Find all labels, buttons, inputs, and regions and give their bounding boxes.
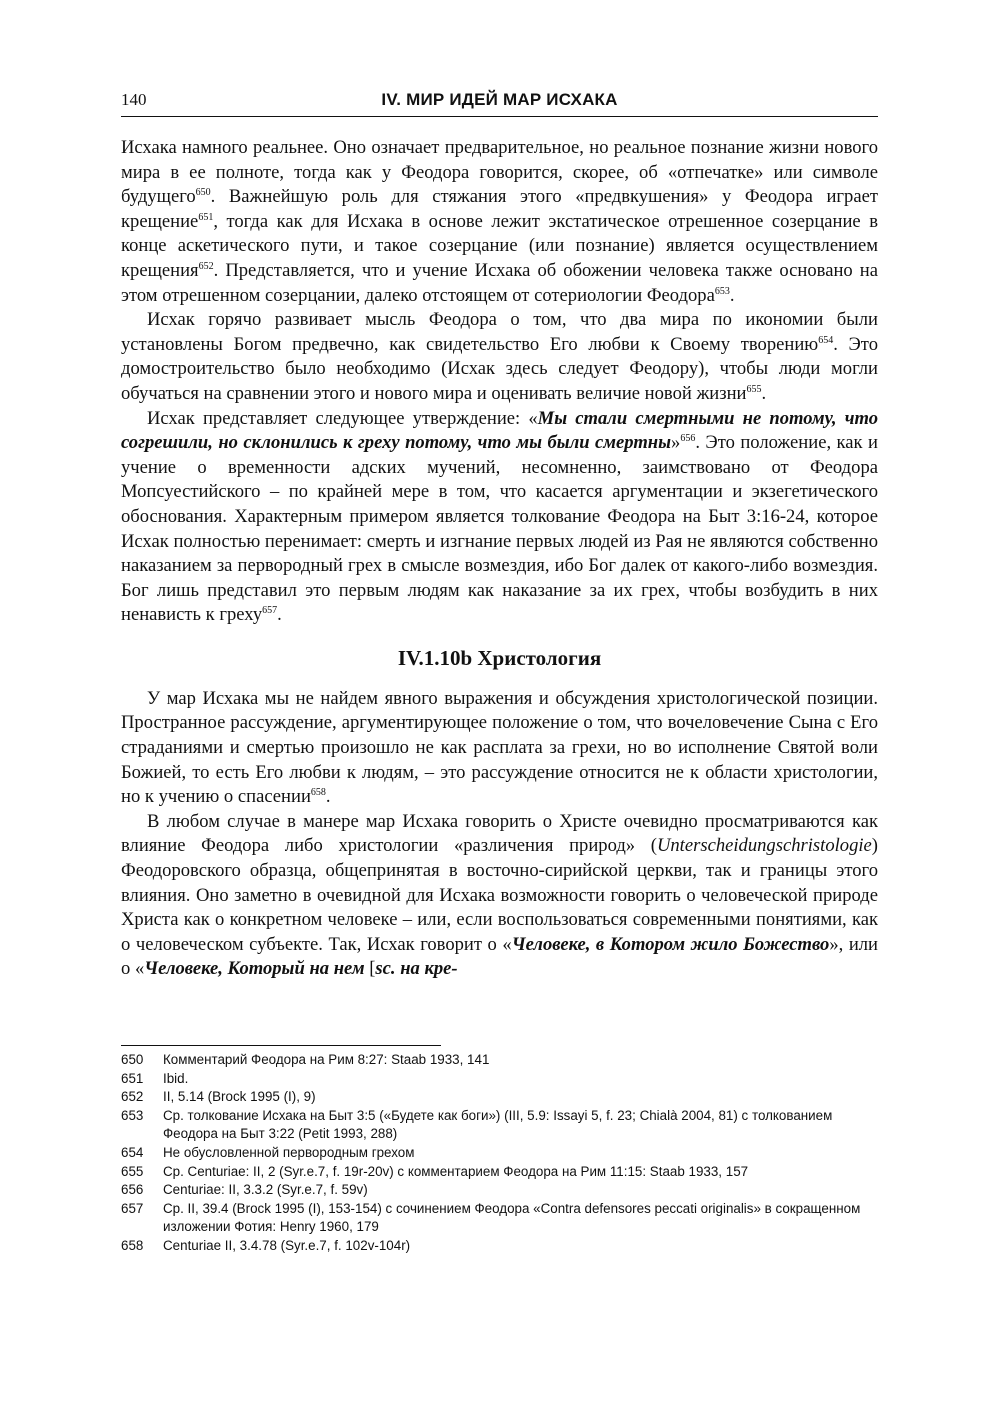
main-text <box>121 136 878 982</box>
footnote-item <box>121 1181 878 1200</box>
footnote-number: 651 <box>121 1070 144 1086</box>
paragraph <box>121 308 878 406</box>
footnote-ref: 656 <box>680 432 696 444</box>
text-run: У мар Исхака мы не найдем явного выражения и обсуждения христологической позиции. Пространное рассуждение, аргументирующее положение о том, что вочеловечение Сына с Его страданиями и смертью произошло не как расплата за грехи, но во исполнение Святой воли Божией, то есть Его любви к людям, – это рассуждение относится не к области христологии, но к учению о спасении <box>121 687 878 808</box>
text-run: , тогда как для Исхака в основе лежит экстатическое отрешенное созерцание в конце аскетического пути, и такое созерцание (или познание) является осуществлением крещения <box>121 210 878 281</box>
footnote-item <box>121 1144 878 1163</box>
text-run: В любом случае в манере мар Исхака говорить о Христе очевидно просматриваются как влияние Феодора либо христологии «различения природ» ( <box>121 810 878 857</box>
text-run: . <box>325 786 331 808</box>
footnote-ref: 650 <box>195 187 211 198</box>
paragraph <box>121 810 878 982</box>
christology-paragraphs <box>121 687 878 982</box>
text-run: . Важнейшую роль для стяжания этого «предвкушения» у Феодора играет крещение <box>121 186 878 232</box>
footnote-ref: 653 <box>714 285 730 297</box>
footnote-ref: 652 <box>198 260 214 272</box>
footnote-text: Ibid. <box>163 1070 189 1086</box>
footnote-text: Не обусловленной первородным грехом <box>163 1144 415 1160</box>
section-heading: IV.1.10b Христология <box>397 645 602 670</box>
footnote-ref: 658 <box>310 787 326 799</box>
text-run: ) Феодоровского образца, общепринятая в восточно-сирийской церкви, так и границы этого влияния. Оно заметно в очевидной для Исхака возможности говорить о человеческой природе Христа как о конкретном человеке – или, если воспользоваться современными понятиями, как о человеческом субъекте. Так, Исхак говорит о « <box>121 835 878 955</box>
footnote-item <box>121 1237 878 1256</box>
footnote-number: 653 <box>121 1107 144 1123</box>
footnote-number: 658 <box>121 1237 144 1253</box>
footnote-item <box>121 1088 878 1107</box>
running-title: IV. МИР ИДЕЙ МАР ИСХАКА <box>381 90 618 109</box>
page-number: 140 <box>121 90 147 109</box>
emphasized-quote: Человеке, Который на нем <box>144 958 365 980</box>
paragraph <box>121 687 878 810</box>
footnote-text: II, 5.14 (Brock 1995 (I), 9) <box>163 1089 316 1105</box>
text-run: . <box>729 284 735 306</box>
footnote-item <box>121 1070 878 1089</box>
footnote-ref: 654 <box>818 334 834 346</box>
text-run: », или о « <box>121 933 878 980</box>
footnote-number: 650 <box>121 1052 144 1067</box>
italic-term: Unterscheidungschristologie <box>656 835 872 857</box>
footnote-item <box>121 1163 878 1182</box>
footnote-number: 654 <box>121 1144 144 1160</box>
paragraph <box>121 136 878 308</box>
text-run: Исхак представляет следующее утверждение: « <box>147 407 538 429</box>
section-paragraphs <box>121 136 878 628</box>
text-run: . <box>277 604 282 626</box>
text-run: Исхака намного реальнее. Оно означает предварительное, но реальное познание жизни нового мира в ее полноте, тогда как у Феодора говорится, скорее, об «отпечатке» или символе будущего <box>121 137 878 208</box>
footnote-text: Комментарий Феодора на Рим 8:27: Staab 1933, 141 <box>163 1052 490 1067</box>
footnote-number: 656 <box>121 1182 144 1198</box>
footnote-item <box>121 1107 878 1144</box>
text-run: [ <box>364 958 376 980</box>
footnote-number: 652 <box>121 1089 144 1105</box>
emphasized-quote: Мы стали смертными не потому, что согрешили, но склонились к греху потому, что мы были смертны <box>121 407 879 454</box>
text-run: . <box>761 382 767 404</box>
footnote-ref: 651 <box>198 211 214 223</box>
emphasized-quote: Человеке, в Котором жило Божество <box>511 933 830 955</box>
footnote-text: Ср. Centuriae: II, 2 (Syr.e.7, f. 19r-20v) с комментарием Феодора на Рим 11:15: Staab 1933, 157 <box>163 1163 749 1179</box>
footnote-text: Ср. II, 39.4 (Brock 1995 (I), 153-154) с сочинением Феодора «Contra defensores peccati originalis» в сокращенном изложении Фотия: Henry 1960, 179 <box>163 1200 861 1235</box>
emphasized-quote: sc. на кре- <box>375 958 458 980</box>
footnote-item <box>121 1200 878 1237</box>
text-run: . Это положение, как и учение о временности адских мучений, несомненно, заимствовано от Феодора Мопсуестийского – по крайней мере в том, что касается аргументации и экзегетического обоснования. Характерным примером является толкование Феодора на Быт 3:16-24, которое Исхак полностью перенимает: смерть и изгнание первых людей из Рая не являются собственно наказанием за первородный грех в смысле возмездия, ибо Бог далек от какого-либо возмездия. Бог лишь представил это первым людям как наказание за их грех, чтобы возбудить в них ненависть к греху <box>121 432 878 626</box>
footnotes <box>121 1051 878 1256</box>
page-header <box>121 86 878 117</box>
footnote-ref: 655 <box>746 383 762 395</box>
text-run: » <box>671 432 681 454</box>
footnote-number: 657 <box>121 1200 144 1216</box>
footnote-item <box>121 1051 878 1070</box>
footnote-number: 655 <box>121 1163 144 1179</box>
text-run: . Представляется, что и учение Исхака об обожении человека также основано на этом отрешенном созерцании, далеко отстоящем от сотериологии Феодора <box>121 259 878 306</box>
text-run: . Это домостроительство было необходимо (Исхак здесь следует Феодору), чтобы люди могли обучаться на сравнении этого и нового мира и оценивать величие новой жизни <box>121 333 878 404</box>
footnote-ref: 657 <box>262 605 278 617</box>
paragraph <box>121 407 878 628</box>
text-run: Исхак горячо развивает мысль Феодора о том, что два мира по икономии были установлены Богом предвечно, как свидетельство Его любви к Своему творению <box>121 309 878 355</box>
footnote-text: Centuriae: II, 3.3.2 (Syr.e.7, f. 59v) <box>163 1182 368 1198</box>
footnote-divider <box>121 1045 441 1046</box>
footnote-text: Ср. толкование Исхака на Быт 3:5 («Будете как боги») (III, 5.9: Issayi 5, f. 23; Chialà 2004, 81) с толкованием Феодора на Быт 3:22 (Petit 1993, 288) <box>163 1107 833 1142</box>
footnote-text: Centuriae II, 3.4.78 (Syr.e.7, f. 102v-104r) <box>163 1237 411 1253</box>
